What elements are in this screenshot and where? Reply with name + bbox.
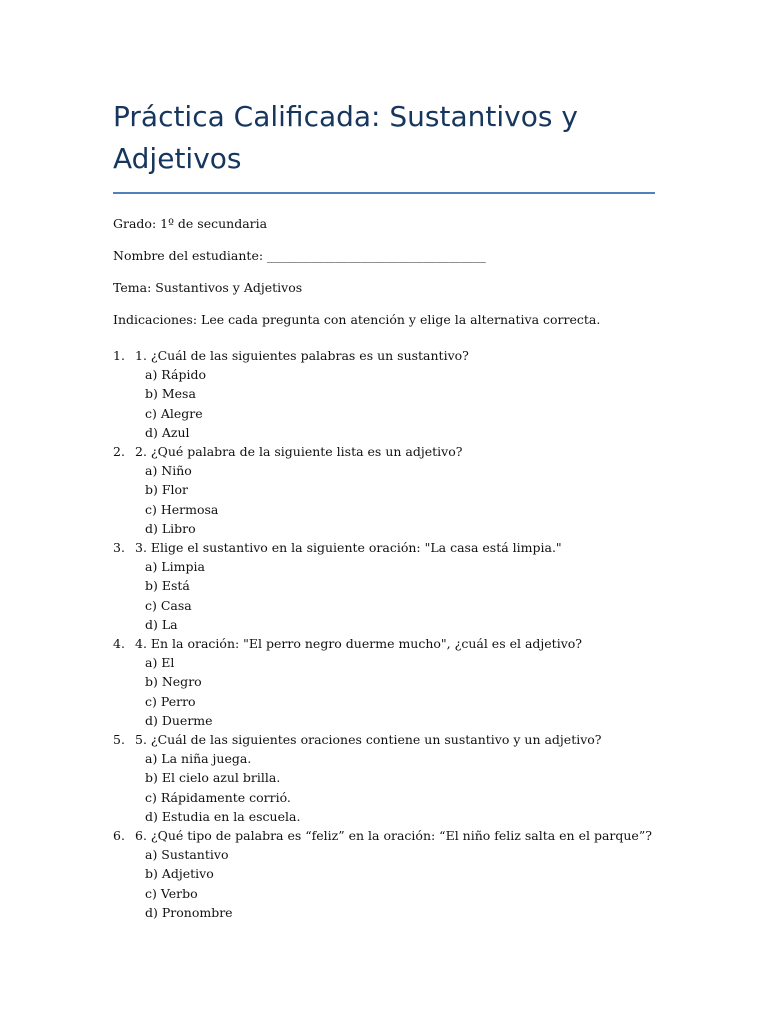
answer-option: c) Casa (145, 597, 192, 613)
question-item (113, 442, 655, 538)
question-number: 5. (113, 732, 125, 748)
answer-option: d) Libro (145, 520, 196, 536)
document-title: Práctica Calificada: Sustantivos y Adjetivos (113, 100, 578, 175)
answer-option: b) Adjetivo (145, 866, 214, 882)
answer-option: c) Hermosa (145, 501, 219, 517)
answer-option: c) Alegre (145, 405, 203, 421)
question-item (113, 826, 655, 922)
answer-options (135, 365, 655, 442)
title-underline-rule (113, 192, 655, 194)
question-item (113, 538, 655, 634)
answer-option: a) Sustantivo (145, 847, 229, 863)
student-name-line: Nombre del estudiante: ___________________________________ (113, 248, 486, 263)
instructions-line: Indicaciones: Lee cada pregunta con atención y elige la alternativa correcta. (113, 312, 601, 327)
answer-option: c) Verbo (145, 885, 198, 901)
answer-options (135, 845, 655, 922)
answer-option: b) Está (145, 578, 190, 594)
question-item (113, 634, 655, 730)
question-text: 5. ¿Cuál de las siguientes oraciones contiene un sustantivo y un adjetivo? (135, 732, 602, 748)
answer-option: a) El (145, 655, 175, 671)
answer-option: d) Estudia en la escuela. (145, 808, 301, 824)
question-number: 2. (113, 444, 125, 460)
answer-option: a) Limpia (145, 559, 205, 575)
question-number: 1. (113, 348, 125, 363)
question-number: 4. (113, 636, 125, 652)
answer-option: a) Niño (145, 463, 192, 479)
answer-options (135, 461, 655, 538)
question-text: 3. Elige el sustantivo en la siguiente oración: "La casa está limpia." (135, 540, 562, 556)
answer-option: a) Rápido (145, 367, 206, 383)
question-text: 6. ¿Qué tipo de palabra es “feliz” en la oración: “El niño feliz salta en el parque”? (135, 828, 652, 844)
question-text: 4. En la oración: "El perro negro duerme mucho", ¿cuál es el adjetivo? (135, 636, 582, 652)
grade-line: Grado: 1º de secundaria (113, 216, 268, 231)
answer-option: b) Negro (145, 674, 202, 690)
answer-option: d) Duerme (145, 712, 213, 728)
question-item (113, 346, 655, 442)
answer-option: c) Rápidamente corrió. (145, 789, 291, 805)
answer-options (135, 653, 655, 730)
question-text: 2. ¿Qué palabra de la siguiente lista es un adjetivo? (135, 444, 463, 460)
answer-option: d) Azul (145, 424, 190, 440)
question-number: 3. (113, 540, 125, 556)
answer-option: b) Flor (145, 482, 189, 498)
answer-options (135, 557, 655, 634)
topic-line: Tema: Sustantivos y Adjetivos (113, 280, 303, 295)
answer-option: a) La niña juega. (145, 751, 252, 767)
answer-options (135, 749, 655, 826)
answer-option: b) El cielo azul brilla. (145, 770, 281, 786)
answer-option: d) La (145, 616, 178, 632)
question-text: 1. ¿Cuál de las siguientes palabras es un sustantivo? (135, 348, 469, 363)
answer-option: d) Pronombre (145, 904, 233, 920)
question-item (113, 730, 655, 826)
answer-option: b) Mesa (145, 386, 196, 402)
question-number: 6. (113, 828, 125, 844)
question-list (113, 346, 655, 922)
answer-option: c) Perro (145, 693, 196, 709)
document-page (113, 96, 655, 922)
